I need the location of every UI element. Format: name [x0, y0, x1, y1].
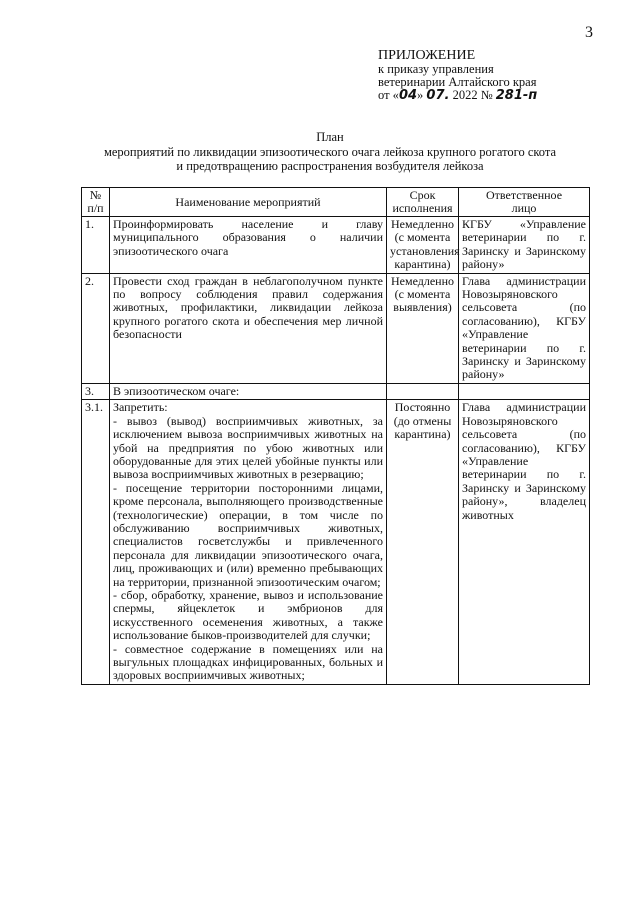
appendix-line-2: ветеринарии Алтайского края [378, 75, 537, 89]
header-resp [459, 188, 590, 217]
order-number: 281-п [495, 88, 538, 103]
plan-table [81, 187, 590, 685]
row-3-name: В эпизоотическом очаге: [110, 383, 387, 399]
row-3-1-line: - совместное содержание в помещениях или на выгульных площадках инфицированных, больных и здоровых восприимчивых животных; [113, 641, 383, 683]
row-1-term: Немедленно (с момента установления карантина) [387, 217, 459, 274]
header-term-line-1: Срок [409, 188, 436, 202]
table-row [82, 273, 590, 383]
header-num-line-1: № [89, 188, 102, 202]
order-date-prefix: от « [378, 88, 399, 102]
row-3-1-line: - вывоз (вывод) восприимчивых животных, за исключением вывоза восприимчивых животных на убой на предприятия по убою животных или оборудованные для этих целей убойные пункты или вывоза восприимчивых животных в резервацию; [113, 413, 383, 482]
header-resp-line-1: Ответственное [485, 188, 563, 202]
row-2-name: Провести сход граждан в неблагополучном пункте по вопросу соблюдения правил содержания животных, профилактики, ликвидации лейкоза крупного рогатого скота и обеспечения мер личной безопасности [110, 273, 387, 383]
row-3-1-num: 3.1. [82, 400, 110, 685]
row-1-num: 1. [82, 217, 110, 274]
order-month: 07. [426, 88, 450, 103]
plan-title-line-3: и предотвращению распространения возбудителя лейкоза [176, 159, 484, 173]
row-3-1-resp: Глава администрации Новозыряновского сельсовета (по согласованию), КГБУ «Управление ветеринарии по г. Заринску и Заринскому району», владелец животных [459, 400, 590, 685]
appendix-heading: ПРИЛОЖЕНИЕ [378, 48, 476, 63]
order-year: 2022 № [449, 88, 496, 102]
row-3-1-name [110, 400, 387, 685]
row-3-1-line: - сбор, обработку, хранение, вывоз и использование спермы, яйцеклеток и эмбрионов для искусственного осеменения животных, а также использование быков-производителей для случки; [113, 587, 383, 643]
table-row [82, 217, 590, 274]
row-3-num: 3. [82, 383, 110, 399]
header-resp-line-2: лицо [511, 201, 537, 215]
row-1-resp: КГБУ «Управление ветеринарии по г. Заринску и Заринскому району» [459, 217, 590, 274]
table-row [82, 400, 590, 685]
order-date-line [378, 89, 537, 102]
appendix-block [378, 48, 537, 102]
row-2-num: 2. [82, 273, 110, 383]
plan-title-line-2: мероприятий по ликвидации эпизоотического очага лейкоза крупного рогатого скота [103, 144, 557, 159]
table-row [82, 383, 590, 399]
plan-title-line-1: План [316, 130, 344, 144]
row-3-1-line: - посещение территории посторонними лицами, кроме персонала, выполняющего производственные (технологические) операции, в том числе по обслуживанию восприимчивых животных, специалистов госветслужбы и привлеченного персонала для ликвидации эпизоотического очага, лиц, проживающих и (или) временно пребывающих на территории, признанной эпизоотическим очагом; [113, 480, 383, 589]
row-2-term: Немедленно (с момента выявления) [387, 273, 459, 383]
header-num-line-2: п/п [87, 201, 104, 215]
row-3-term [387, 383, 459, 399]
order-date-mid: » [417, 88, 427, 102]
row-3-resp [459, 383, 590, 399]
page-number: 3 [585, 24, 593, 41]
header-term [387, 188, 459, 217]
header-num [82, 188, 110, 217]
plan-title [80, 130, 580, 174]
appendix-line-1: к приказу управления [378, 62, 494, 76]
header-term-line-2: исполнения [392, 201, 453, 215]
header-name: Наименование мероприятий [110, 188, 387, 217]
row-1-name: Проинформировать население и главу муниципального образования о наличии эпизоотического очага [110, 217, 387, 274]
order-day: 04 [398, 88, 418, 103]
row-3-1-term: Постоянно (до отмены карантина) [387, 400, 459, 685]
table-header-row [82, 188, 590, 217]
row-2-resp: Глава администрации Новозыряновского сельсовета (по согласованию), КГБУ «Управление ветеринарии по г. Заринску и Заринскому району» [459, 273, 590, 383]
row-3-1-line: Запретить: [113, 400, 168, 415]
